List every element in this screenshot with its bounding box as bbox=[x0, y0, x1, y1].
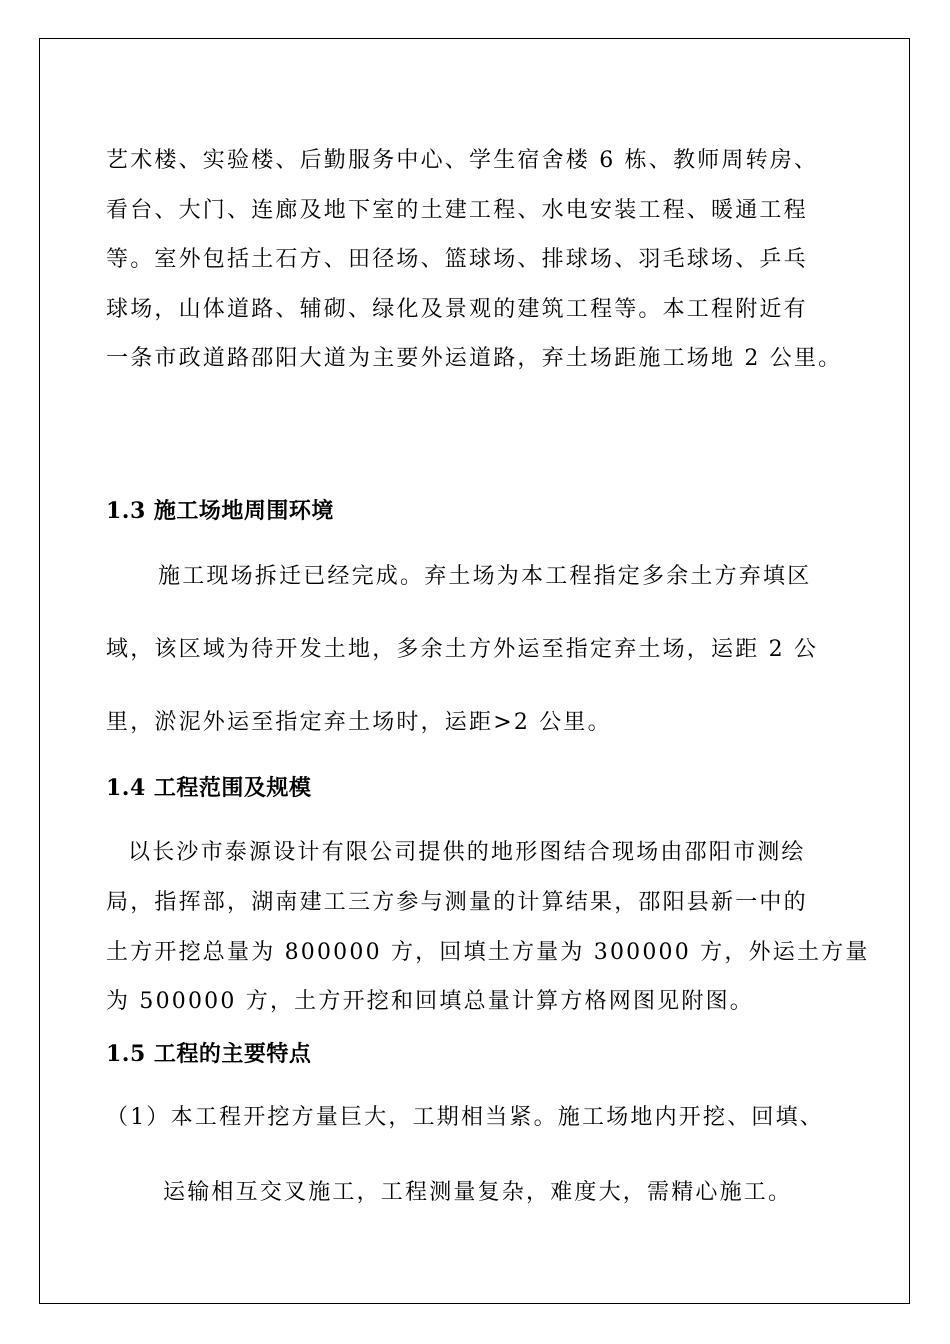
paragraph-line: 里，淤泥外运至指定弃土场时，运距>2 公里。 bbox=[106, 710, 612, 735]
paragraph-line: 一条市政道路邵阳大道为主要外运道路，弃土场距施工场地 2 公里。 bbox=[106, 346, 843, 371]
list-item-continuation: 运输相互交叉施工，工程测量复杂，难度大，需精心施工。 bbox=[163, 1180, 793, 1205]
paragraph-line: 艺术楼、实验楼、后勤服务中心、学生宿舍楼 6 栋、教师周转房、 bbox=[106, 148, 819, 173]
paragraph-line: 看台、大门、连廊及地下室的土建工程、水电安装工程、暖通工程 bbox=[106, 198, 808, 223]
paragraph-line: 为 500000 方，土方开挖和回填总量计算方格网图见附图。 bbox=[106, 989, 754, 1014]
paragraph-line: 局，指挥部，湖南建工三方参与测量的计算结果，邵阳县新一中的 bbox=[106, 890, 808, 915]
paragraph-line: 球场，山体道路、辅砌、绿化及景观的建筑工程等。本工程附近有 bbox=[106, 297, 808, 322]
paragraph-line: 以长沙市泰源设计有限公司提供的地形图结合现场由邵阳市测绘 bbox=[128, 840, 806, 865]
paragraph-line: 等。室外包括土石方、田径场、篮球场、排球场、羽毛球场、乒乓 bbox=[106, 247, 808, 272]
list-item: （1）本工程开挖方量巨大，工期相当紧。施工场地内开挖、回填、 bbox=[106, 1105, 824, 1130]
paragraph-line: 施工现场拆迁已经完成。弃土场为本工程指定多余土方弃填区 bbox=[158, 564, 812, 589]
paragraph-line: 域，该区域为待开发土地，多余土方外运至指定弃土场，运距 2 公 bbox=[106, 637, 819, 662]
paragraph-line: 土方开挖总量为 800000 方，回填土方量为 300000 方，外运土方量 bbox=[106, 940, 870, 965]
section-heading-1-4: 1.4 工程范围及规模 bbox=[106, 775, 312, 801]
section-heading-1-5: 1.5 工程的主要特点 bbox=[106, 1041, 312, 1067]
section-heading-1-3: 1.3 施工场地周围环境 bbox=[106, 498, 334, 524]
